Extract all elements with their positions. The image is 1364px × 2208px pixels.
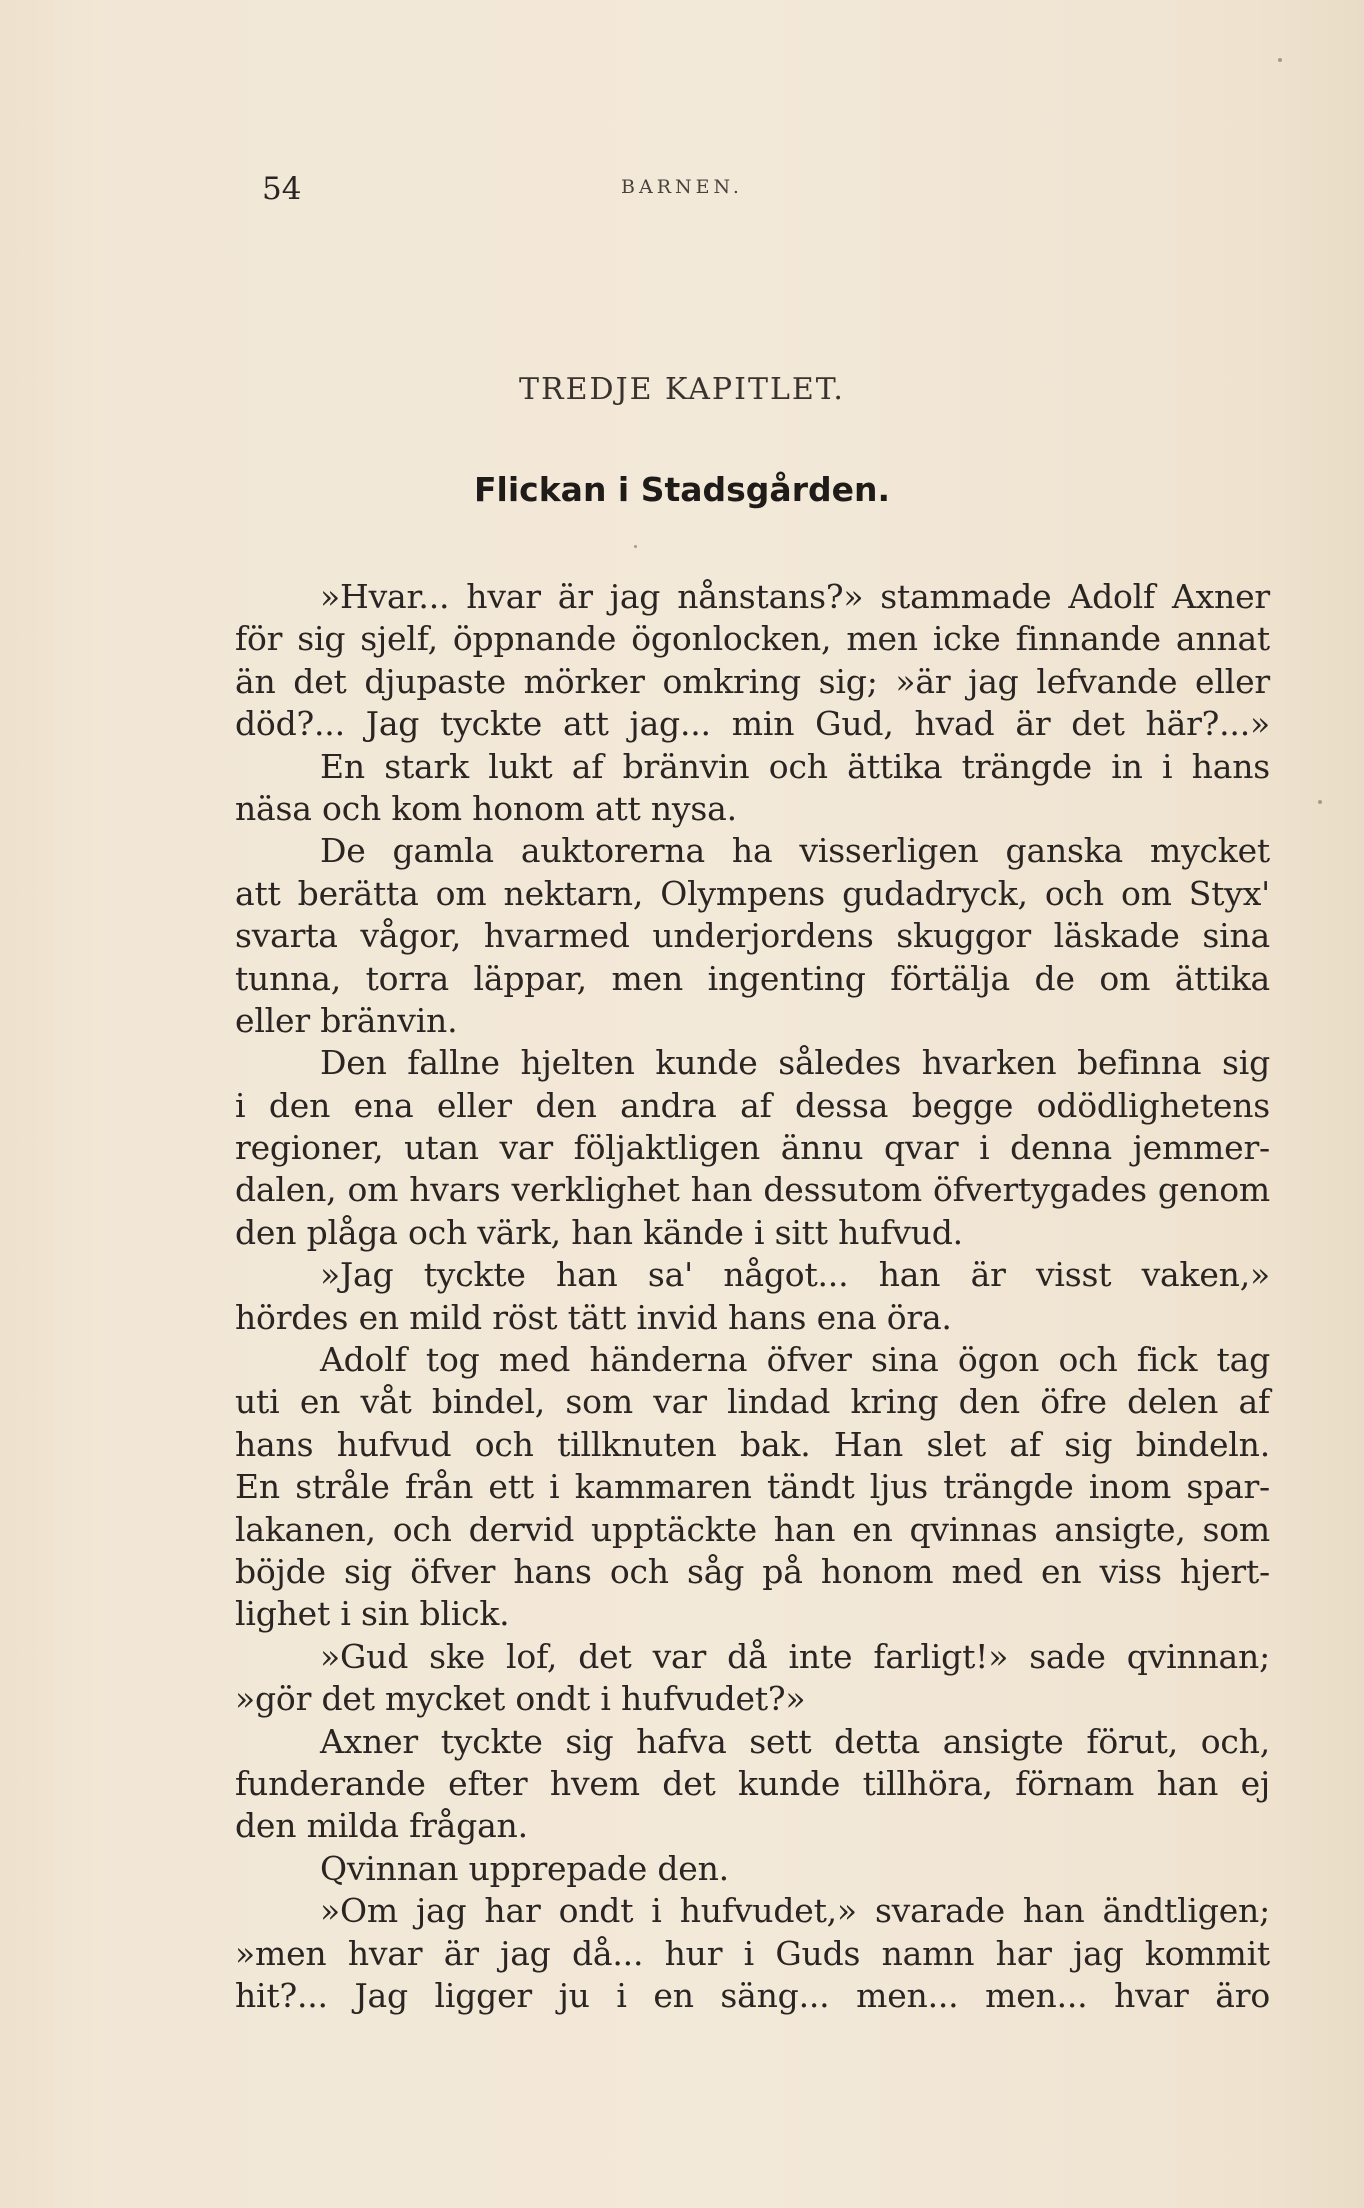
- text-line: död?... Jag tyckte att jag... min Gud, hvad är det här?...»: [235, 704, 1270, 744]
- text-line: »Hvar... hvar är jag nånstans?» stammade Adolf Axner: [320, 577, 1270, 616]
- page-number: 54: [262, 171, 302, 207]
- text-line: »gör det mycket ondt i hufvudet?»: [235, 1679, 806, 1719]
- text-line: lakanen, och dervid upptäckte han en qvinnas ansigte, som: [235, 1509, 1270, 1549]
- text-line: i den ena eller den andra af dessa begge odödlighetens: [235, 1085, 1270, 1125]
- text-line: »Om jag har ondt i hufvudet,» svarade han ändtligen;: [320, 1891, 1270, 1931]
- text-line: »Gud ske lof, det var då inte farligt!» sade qvinnan;: [320, 1636, 1270, 1676]
- text-line: den milda frågan.: [235, 1806, 528, 1846]
- text-line: En stark lukt af bränvin och ättika trängde in i hans: [320, 746, 1270, 786]
- text-line: hördes en mild röst tätt invid hans ena öra.: [235, 1297, 952, 1337]
- text-line: svarta vågor, hvarmed underjordens skuggor läskade sina: [235, 916, 1270, 956]
- running-head: BARNEN.: [621, 176, 743, 198]
- text-line: regioner, utan var följaktligen ännu qvar i denna jemmer-: [235, 1128, 1270, 1168]
- text-line: Qvinnan upprepade den.: [320, 1848, 729, 1888]
- text-line: dalen, om hvars verklighet han dessutom öfvertygades genom: [235, 1170, 1270, 1210]
- text-line: näsa och kom honom att nysa.: [235, 788, 737, 828]
- text-line: Den fallne hjelten kunde således hvarken befinna sig: [320, 1043, 1270, 1083]
- text-line: Axner tyckte sig hafva sett detta ansigte förut, och,: [320, 1721, 1270, 1761]
- text-line: hit?... Jag ligger ju i en säng... men... men... hvar äro: [235, 1975, 1270, 2015]
- text-line: böjde sig öfver hans och såg på honom med en viss hjert-: [235, 1551, 1270, 1591]
- text-line: Adolf tog med händerna öfver sina ögon och fick tag: [320, 1340, 1270, 1380]
- text-line: En stråle från ett i kammaren tändt ljus trängde inom spar-: [235, 1467, 1270, 1507]
- chapter-subtitle: Flickan i Stadsgården.: [474, 470, 890, 509]
- text-line: att berätta om nektarn, Olympens gudadryck, och om Styx': [235, 873, 1270, 913]
- text-line: De gamla auktorerna ha visserligen ganska mycket: [320, 831, 1270, 871]
- text-line: »Jag tyckte han sa' något... han är visst vaken,»: [320, 1255, 1270, 1295]
- paper-speck: [1278, 58, 1282, 62]
- text-line: för sig sjelf, öppnande ögonlocken, men icke finnande annat: [235, 619, 1270, 659]
- text-line: uti en våt bindel, som var lindad kring den öfre delen af: [235, 1382, 1270, 1422]
- paper-speck: [634, 545, 637, 548]
- chapter-title: TREDJE KAPITLET.: [519, 372, 845, 407]
- text-line: hans hufvud och tillknuten bak. Han slet af sig bindeln.: [235, 1424, 1270, 1464]
- body-text: [235, 576, 1270, 2017]
- paper-speck: [1318, 800, 1322, 804]
- text-line: lighet i sin blick.: [235, 1594, 510, 1634]
- text-line: eller bränvin.: [235, 1000, 458, 1040]
- text-line: funderande efter hvem det kunde tillhöra, förnam han ej: [235, 1763, 1270, 1803]
- text-line: den plåga och värk, han kände i sitt hufvud.: [235, 1212, 963, 1252]
- text-line: tunna, torra läppar, men ingenting förtälja de om ättika: [235, 958, 1270, 998]
- text-line: »men hvar är jag då... hur i Guds namn har jag kommit: [235, 1933, 1270, 1973]
- text-line: än det djupaste mörker omkring sig; »är jag lefvande eller: [235, 661, 1270, 701]
